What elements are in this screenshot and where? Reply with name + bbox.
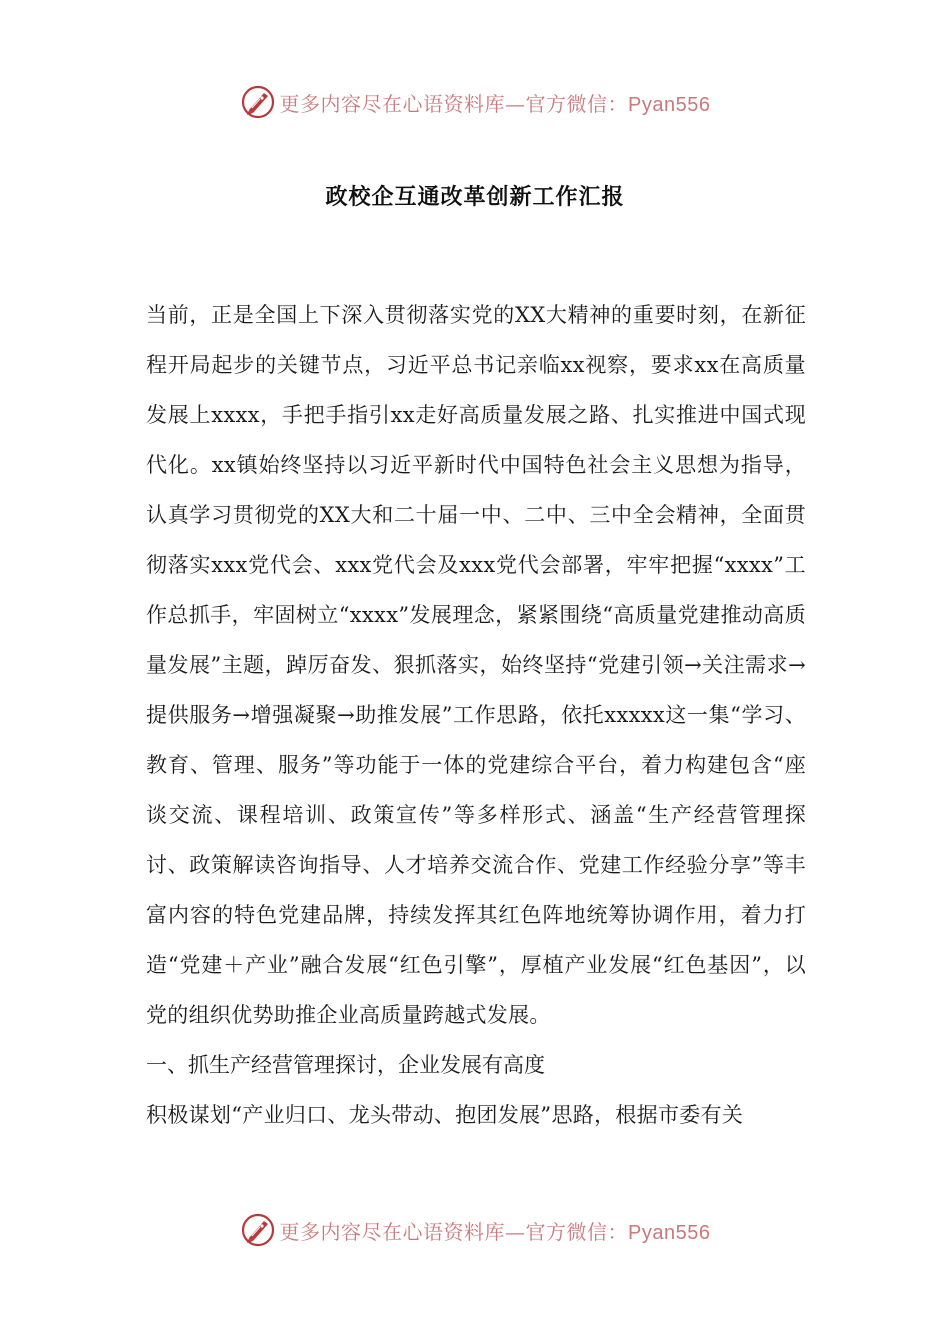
document-title: 政校企互通改革创新工作汇报 — [325, 184, 625, 210]
watermark-text: 更多内容尽在心语资料库—官方微信：Pyan556 — [279, 1219, 711, 1244]
section-1-heading: 一、抓生产经营管理探讨，企业发展有高度 — [146, 1053, 545, 1077]
pen-nib-logo-icon — [240, 84, 276, 120]
pen-nib-logo-icon — [240, 1212, 276, 1248]
wechat-id: Pyan556 — [628, 93, 711, 116]
watermark-text: 更多内容尽在心语资料库—官方微信：Pyan556 — [279, 91, 711, 116]
section-1-text: 积极谋划“产业归口、龙头带动、抱团发展”思路，根据市委有关 — [146, 1103, 744, 1127]
watermark-banner-bottom — [0, 1210, 950, 1250]
watermark-banner-top — [0, 82, 950, 122]
intro-paragraph: 当前，正是全国上下深入贯彻落实党的XX大精神的重要时刻，在新征程开局起步的关键节点，习近平总书记亲临xx视察，要求xx在高质量发展上xxxx，手把手指引xx走好高质量发展之路、扎实推进中国式现代化。xx镇始终坚持以习近平新时代中国特色社会主义思想为指导，认真学习贯彻党的XX大和二十届一中、二中、三中全会精神，全面贯彻落实xxx党代会、xxx党代会及xxx党代会部署，牢牢把握“xxxx”工作总抓手，牢固树立“xxxx”发展理念，紧紧围绕“高质量党建推动高质量发展”主题，踔厉奋发、狠抓落实，始终坚持“党建引领→关注需求→提供服务→增强凝聚→助推发展”工作思路，依托xxxxx这一集“学习、教育、管理、服务”等功能于一体的党建综合平台，着力构建包含“座谈交流、课程培训、政策宣传”等多样形式、涵盖“生产经营管理探讨、政策解读咨询指导、人才培养交流合作、党建工作经验分享”等丰富内容的特色党建品牌，持续发挥其红色阵地统筹协调作用，着力打造“党建＋产业”融合发展“红色引擎”，厚植产业发展“红色基因”，以党的组织优势助推企业高质量跨越式发展。 — [146, 303, 806, 1027]
wechat-id: Pyan556 — [628, 1221, 711, 1244]
document-body — [146, 290, 806, 1140]
